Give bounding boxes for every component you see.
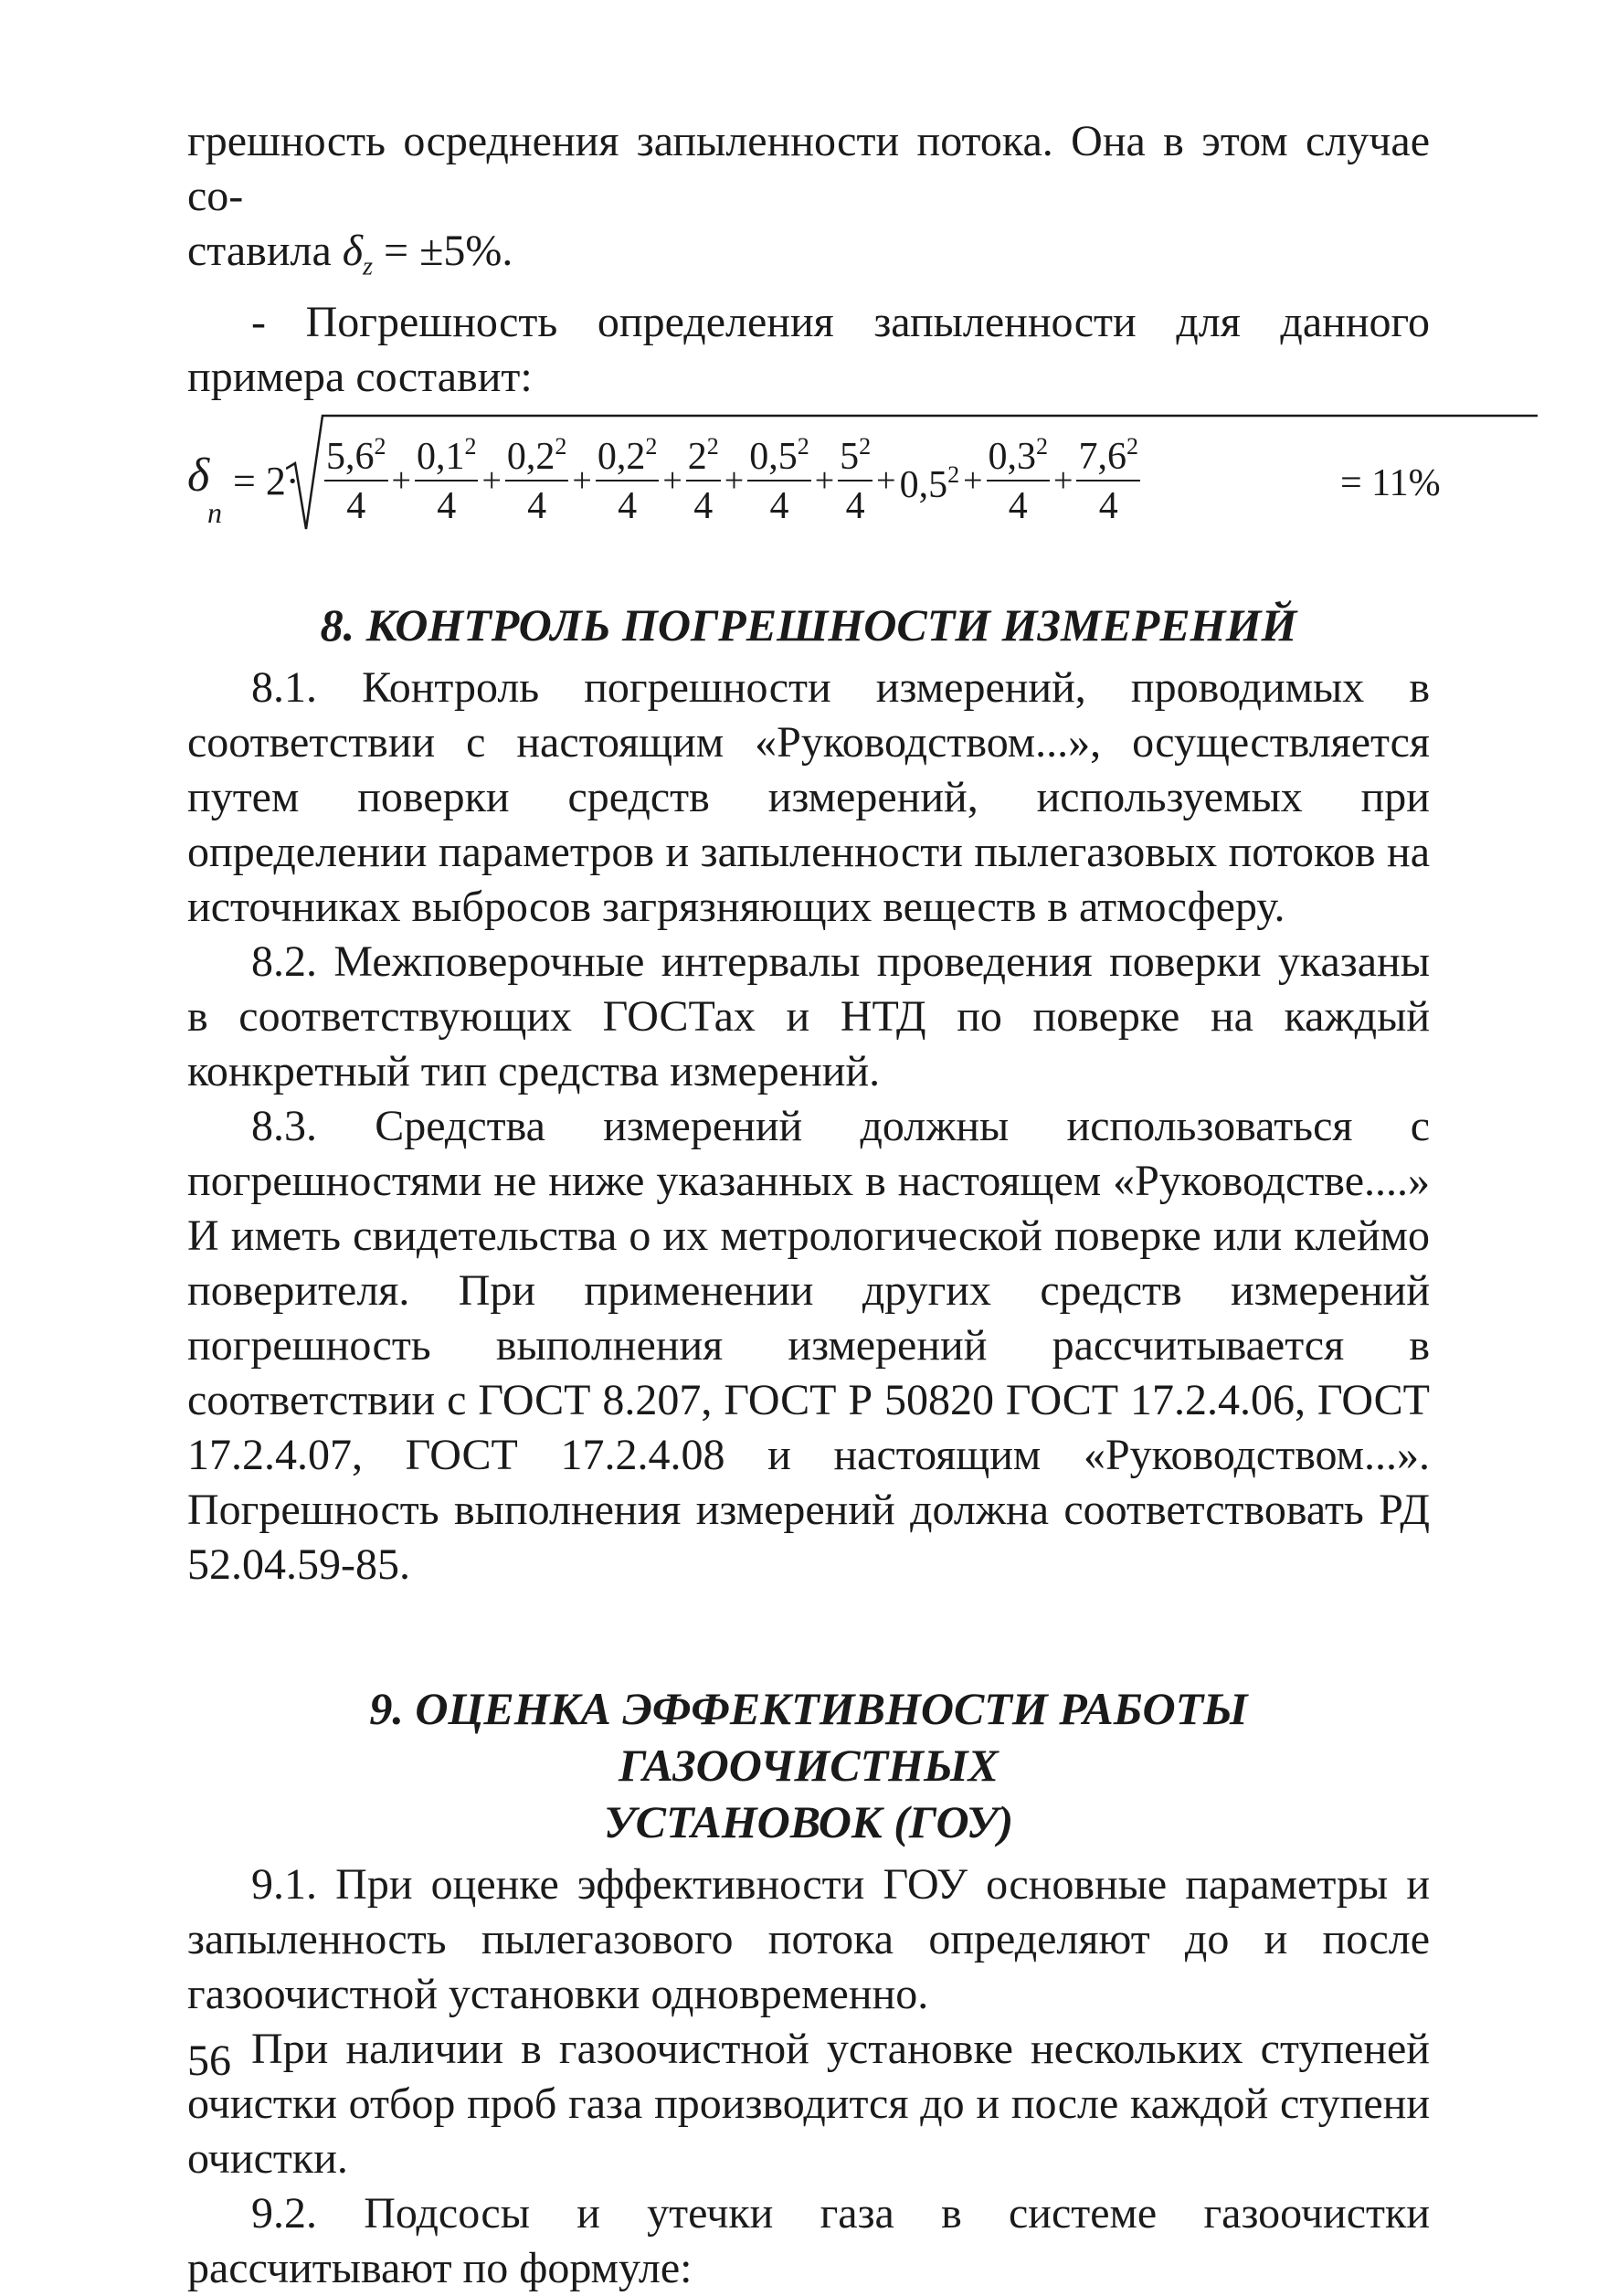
- formula-fraction: $\frac{0,2^2}{4}$: [597, 433, 658, 528]
- section-9-heading-line-1: 9. ОЦЕНКА ЭФФЕКТИВНОСТИ РАБОТЫ ГАЗООЧИСТНЫХ: [369, 1682, 1248, 1791]
- section-8-heading: 8. КОНТРОЛЬ ПОГРЕШНОСТИ ИЗМЕРЕНИЙ: [320, 598, 1297, 651]
- paragraph-8-2: 8.2. Межповерочные интервалы проведения поверки указаны в соответствующих ГОСТах и НТД по поверке на каждый конкретный тип средства измерений.: [187, 936, 1430, 1095]
- paragraph-8-1: 8.1. Контроль погрешности измерений, проводимых в соответствии с настоящим «Руководством...», осуществляется путем поверки средств измерений, используемых при определении параметров и запыленности пылегазовых потоков на источниках выбросов загрязняющих веществ в атмосферу.: [187, 662, 1430, 931]
- plus-sign: +: [572, 460, 592, 500]
- formula-fraction: $\frac{2^2}{4}$: [687, 433, 719, 528]
- paragraph-9-1: 9.1. При оценке эффективности ГОУ основные параметры и запыленность пылегазового потока определяют до и после газоочистной установки одновременно.: [187, 1859, 1430, 2018]
- plus-sign: +: [724, 460, 745, 500]
- formula-fraction: $\frac{5,6^2}{4}$: [326, 433, 386, 528]
- formula-factor: = 2·: [233, 458, 300, 503]
- plus-sign: +: [963, 460, 983, 500]
- paragraph-9-2: 9.2. Подсосы и утечки газа в системе газоочистки рассчитывают по формуле:: [187, 2188, 1430, 2292]
- formula-fraction: $\frac{7,6^2}{4}$: [1078, 433, 1138, 528]
- formula-fraction: $\frac{0,5^2}{4}$: [749, 433, 809, 528]
- formula-delta: δ: [187, 449, 210, 502]
- plus-sign: +: [876, 460, 896, 500]
- formula-fraction: $\frac{0,1^2}{4}$: [416, 433, 477, 528]
- formula-fraction: $\frac{0,3^2}{4}$: [988, 433, 1048, 528]
- delta-subscript: z: [363, 252, 373, 281]
- plus-sign: +: [662, 460, 682, 500]
- formula-plain-term: $0,5^2$: [899, 461, 960, 507]
- formula-delta-subscript: п: [207, 495, 222, 529]
- page-number: 56: [187, 2037, 231, 2085]
- plus-sign: +: [391, 460, 411, 500]
- formula-result: = 11%: [1340, 461, 1441, 504]
- section-9-heading-line-2: УСТАНОВОК (ГОУ): [603, 1795, 1014, 1847]
- formula-fraction: $\frac{5^2}{4}$: [840, 433, 872, 528]
- plus-sign: +: [481, 460, 502, 500]
- formula-terms: [324, 412, 1140, 549]
- delta-symbol: δ: [342, 227, 364, 275]
- formula-fraction: $\frac{0,2^2}{4}$: [506, 433, 567, 528]
- plus-sign: +: [1053, 460, 1073, 500]
- paragraph-9-1b: При наличии в газоочистной установке нескольких ступеней очистки отбор проб газа производится до и после каждой ступени очистки.: [187, 2024, 1430, 2183]
- error-formula: [187, 412, 1441, 549]
- intro-line-1: грешность осреднения запыленности потока. Она в этом случае со-: [187, 117, 1430, 220]
- paragraph-8-3: 8.3. Средства измерений должны использоваться с погрешностями не ниже указанных в настоящем «Руководстве....» И иметь свидетельства о их метрологической поверке или клеймо поверителя. При применении других средств измерений погрешность выполнения измерений рассчитывается в соответствии с ГОСТ 8.207, ГОСТ Р 50820 ГОСТ 17.2.4.06, ГОСТ 17.2.4.07, ГОСТ 17.2.4.08 и настоящим «Руководством...». Погрешность выполнения измерений должна соответствовать РД 52.04.59-85.: [187, 1101, 1430, 1589]
- intro-line-2: ставила $\delta_z = \pm 5\%$.: [187, 227, 513, 281]
- plus-sign: +: [814, 460, 835, 500]
- error-paragraph: - Погрешность определения запыленности для данного примера составит:: [187, 297, 1430, 401]
- page-content: [187, 114, 1441, 2296]
